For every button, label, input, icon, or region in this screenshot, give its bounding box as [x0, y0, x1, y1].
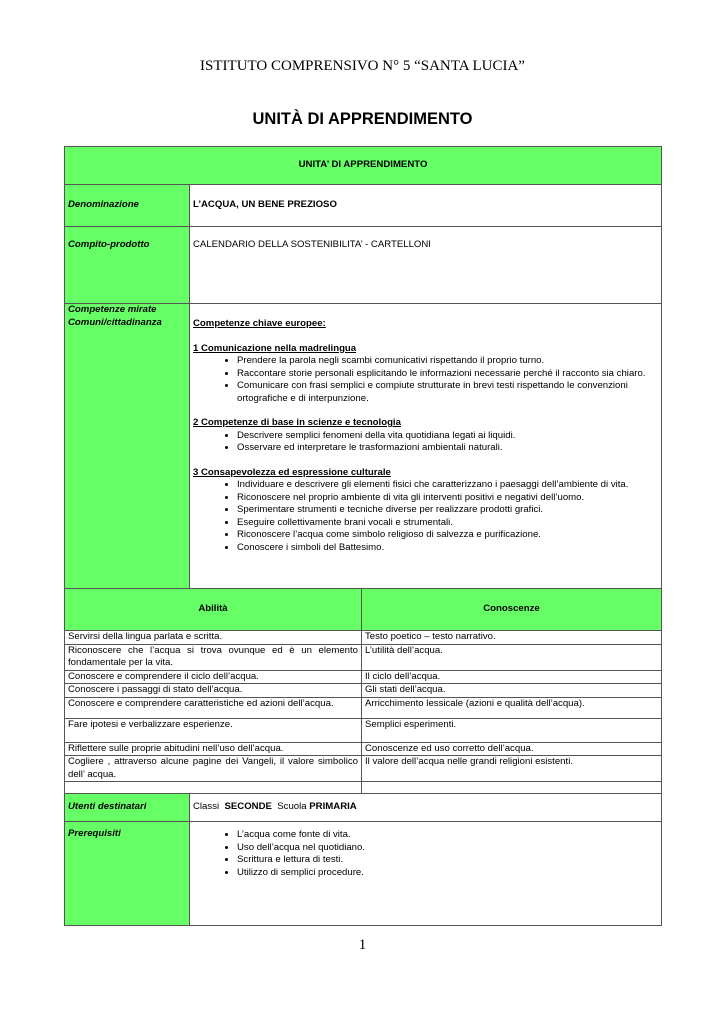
abilita-cell: Conoscere e comprendere caratteristiche ed azioni dell’acqua. — [65, 697, 362, 718]
group-2-title: 2 Competenze di base in scienze e tecnologia — [193, 417, 401, 428]
compito-value: CALENDARIO DELLA SOSTENIBILITA’ - CARTELLONI — [190, 227, 662, 304]
list-item: • Descrivere semplici fenomeni della vita quotidiana legati ai liquidi. — [237, 430, 658, 443]
utenti-label: Utenti destinatari — [65, 794, 190, 822]
group-2-list — [193, 430, 658, 455]
list-item: • Comunicare con frasi semplici e compiute strutturate in brevi testi rispettando le convenzioni ortografiche e di interpunzione. — [237, 380, 658, 405]
document-title: UNITÀ DI APPRENDIMENTO — [252, 110, 473, 128]
empty-cell — [65, 782, 362, 794]
utenti-scuola: PRIMARIA — [309, 801, 357, 813]
competenze-content — [190, 304, 662, 589]
list-item: • Riconoscere l’acqua come simbolo religioso di salvezza e purificazione. — [237, 529, 658, 542]
utenti-scuola-text: Scuola — [277, 801, 307, 813]
abilita-header: Abilità — [65, 589, 362, 631]
conoscenze-header: Conoscenze — [362, 589, 662, 631]
uda-table — [64, 146, 662, 926]
conoscenze-cell: Gli stati dell’acqua. — [362, 684, 662, 698]
list-item: • L’acqua come fonte di vita. — [237, 829, 658, 842]
competenze-label-line1: Competenze mirate — [68, 304, 157, 315]
utenti-value — [190, 794, 662, 822]
competenze-heading: Competenze chiave europee: — [193, 318, 326, 329]
list-item: • Conoscere i simboli del Battesimo. — [237, 542, 658, 555]
utenti-classi-text: Classi — [193, 801, 220, 813]
list-item: • Uso dell’acqua nel quotidiano. — [237, 842, 658, 855]
group-1-list — [193, 355, 658, 405]
competenze-label-line2: Comuni/cittadinanza — [68, 316, 162, 328]
abilita-cell: Conoscere i passaggi di stato dell’acqua. — [65, 684, 362, 698]
denominazione-value: L’ACQUA, UN BENE PREZIOSO — [190, 185, 662, 227]
list-item: • Riconoscere nel proprio ambiente di vita gli interventi positivi e negativi dell’uomo. — [237, 492, 658, 505]
conoscenze-cell: Arricchimento lessicale (azioni e qualità dell’acqua). — [362, 697, 662, 718]
list-item: • Osservare ed interpretare le trasformazioni ambientali naturali. — [237, 442, 658, 455]
list-item: • Sperimentare strumenti e tecniche diverse per realizzare prodotti grafici. — [237, 504, 658, 517]
list-item: • Eseguire collettivamente brani vocali e strumentali. — [237, 517, 658, 530]
list-item: • Utilizzo di semplici procedure. — [237, 867, 658, 880]
abilita-cell: Riconoscere che l’acqua si trova ovunque ed è un elemento fondamentale per la vita. — [65, 644, 362, 670]
conoscenze-cell: Conoscenze ed uso corretto dell’acqua. — [362, 742, 662, 756]
abilita-cell: Riflettere sulle proprie abitudini nell’uso dell’acqua. — [65, 742, 362, 756]
abilita-cell: Servirsi della lingua parlata e scritta. — [65, 631, 362, 645]
conoscenze-cell: Semplici esperimenti. — [362, 718, 662, 742]
list-item: • Individuare e descrivere gli elementi fisici che caratterizzano i paesaggi dell’ambiente di vita. — [237, 479, 658, 492]
utenti-classe: SECONDE — [224, 801, 272, 813]
list-item: • Raccontare storie personali esplicitando le informazioni necessarie perché il racconto sia chiaro. — [237, 368, 658, 381]
table-heading: UNITA’ DI APPRENDIMENTO — [65, 147, 662, 185]
competenze-label — [65, 304, 190, 589]
prerequisiti-label: Prerequisiti — [65, 822, 190, 926]
group-3-list — [193, 479, 658, 554]
page-number: 1 — [358, 937, 367, 953]
empty-cell — [362, 782, 662, 794]
list-item: • Prendere la parola negli scambi comunicativi rispettando il proprio turno. — [237, 355, 658, 368]
abilita-cell: Fare ipotesi e verbalizzare esperienze. — [65, 718, 362, 742]
list-item: • Scrittura e lettura di testi. — [237, 854, 658, 867]
group-1-title: 1 Comunicazione nella madrelingua — [193, 342, 357, 354]
conoscenze-cell: L’utilità dell’acqua. — [362, 644, 662, 670]
denominazione-label: Denominazione — [65, 185, 190, 227]
conoscenze-cell: Il ciclo dell’acqua. — [362, 670, 662, 684]
prerequisiti-content — [190, 822, 662, 926]
conoscenze-cell: Il valore dell’acqua nelle grandi religioni esistenti. — [362, 756, 662, 782]
abilita-cell: Cogliere , attraverso alcune pagine dei Vangeli, il valore simbolico dell’ acqua. — [65, 756, 362, 782]
group-3-title: 3 Consapevolezza ed espressione culturale — [193, 466, 391, 478]
compito-label: Compito-prodotto — [65, 227, 190, 304]
conoscenze-cell: Testo poetico – testo narrativo. — [362, 631, 662, 645]
school-name: ISTITUTO COMPRENSIVO N° 5 “SANTA LUCIA” — [200, 58, 525, 74]
abilita-cell: Conoscere e comprendere il ciclo dell’acqua. — [65, 670, 362, 684]
prerequisiti-list — [193, 829, 658, 879]
